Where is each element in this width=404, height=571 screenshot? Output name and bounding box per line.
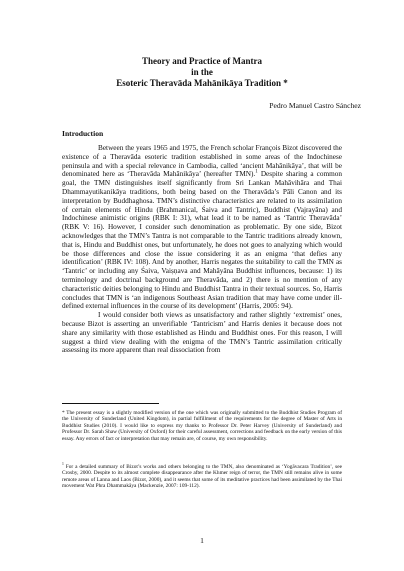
paragraph-1-text-a: Between the years 1965 and 1975, the French scholar François Bizot discovered the existence of a Theravāda esoteric tradition established in some areas of the Indochinese peninsula and with a special relevance in Cambodia, called ‘ancient Mahānikāya’, that will be denominated here as ‘Theravāda Mahānikāya’ (hereafter TMN). <box>62 144 342 179</box>
footnote-1-text: For a detailed summary of Bizot’s works and others belonging to the TMN, also denominated as ‘Yogāvacara Tradition’, see Crosby, 2000. Despite to its almost complete disappearance after the Khmer reign of terror, the TMN still remains alive in some remote areas of Lanna and Laos (Bizot, 2000), and it seems that some of its meditative practices had been assimilated by the Thai movement Wat Phra Dhammakāya (Mackenzie, 2007: 109-112). <box>62 464 342 490</box>
footnote-star-text: The present essay is a slightly modified version of the one which was originally submitted to the Buddhist Studies Program of the University of Sunderland (United Kingdom), in partial fulfillment of the requirements for the degree of Master of Arts in Buddhist Studies (2010). I would like to express my thanks to Professor Dr. Peter Harvey (University of Sunderland) and Professor Dr. Sarah Shaw (University of Oxford) for their careful assessment, corrections and feedback on the early version of this essay. Any errors of fact or interpretation that may remain are, of course, my own responsibility. <box>62 410 342 442</box>
title-line-2: in the <box>191 67 213 77</box>
footnote-ref-1[interactable]: 1 <box>255 168 258 175</box>
page-number: 1 <box>200 536 204 545</box>
title-line-3: Esoteric Theravāda Mahānikāya Tradition * <box>116 78 288 88</box>
footnote-1 <box>62 464 342 490</box>
footnote-star-marker: * <box>62 410 65 416</box>
section-heading: Introduction <box>62 129 104 138</box>
footnote-separator <box>62 403 159 404</box>
body-text <box>62 144 342 355</box>
author-name: Pedro Manuel Castro Sánchez <box>269 101 361 110</box>
paragraph-2: I would consider both views as unsatisfactory and rather slightly ‘extremist’ ones, because Bizot is asserting an unverifiable ‘Tantricism’ and Harris denies it because does not share any similarity with those established as Hindu and Buddhist ones. For this reason, I will suggest a third view dealing with the enigma of the TMN’s Tantric assimilation critically assessing its more apparent than real dissociation from <box>62 311 342 355</box>
title-line-1: Theory and Practice of Mantra <box>142 56 262 66</box>
paragraph-1-text-b: Despite sharing a common goal, the TMN distinguishes itself significantly from Sri Lankan Mahāvihāra and Thai Dhammayutikanikāya traditions, both being based on the Theravāda’s Pāli Canon and its interpretation by Buddhaghosa. TMN’s distinctive characteristics are related to its assimilation of certain elements of Hindu (Brahmanical, Śaiva and Tantric), Buddhist (Vajrayāna) and Indochinese animistic origins (RBK I: 31), what lead it to be named as ‘Tantric Theravāda’ (RBK V: 16). However, I consider such denomination as problematic. By one side, Bizot acknowledges that the TMN’s Tantra is not comparable to the Tantric traditions already known, that is, Hindu and Buddhist ones, but unfortunately, he does not goes to analyzing which would be those differences and close the issue considering it as an enigma ‘that defies any identification’ (RBK IV: 108). And by another, Harris negates the suitability to call the TMN as ‘Tantric’ or including any Śaiva, Vaiṣṇava and Mahāyāna Buddhist influences, because: 1) its terminology and doctrinal background are Theravāda, and 2) there is no mention of any characteristic deities belonging to Hindu and Buddhist Tantra in their textual sources. So, Harris concludes that TMN is ‘an indigenous Southeast Asian tradition that may have come under ill-defined external influences in the course of its development’ (Harris, 2005: 94). <box>62 170 342 311</box>
footnote-star <box>62 410 342 442</box>
footnote-1-marker: 1 <box>62 462 64 467</box>
paragraph-1 <box>62 144 342 311</box>
